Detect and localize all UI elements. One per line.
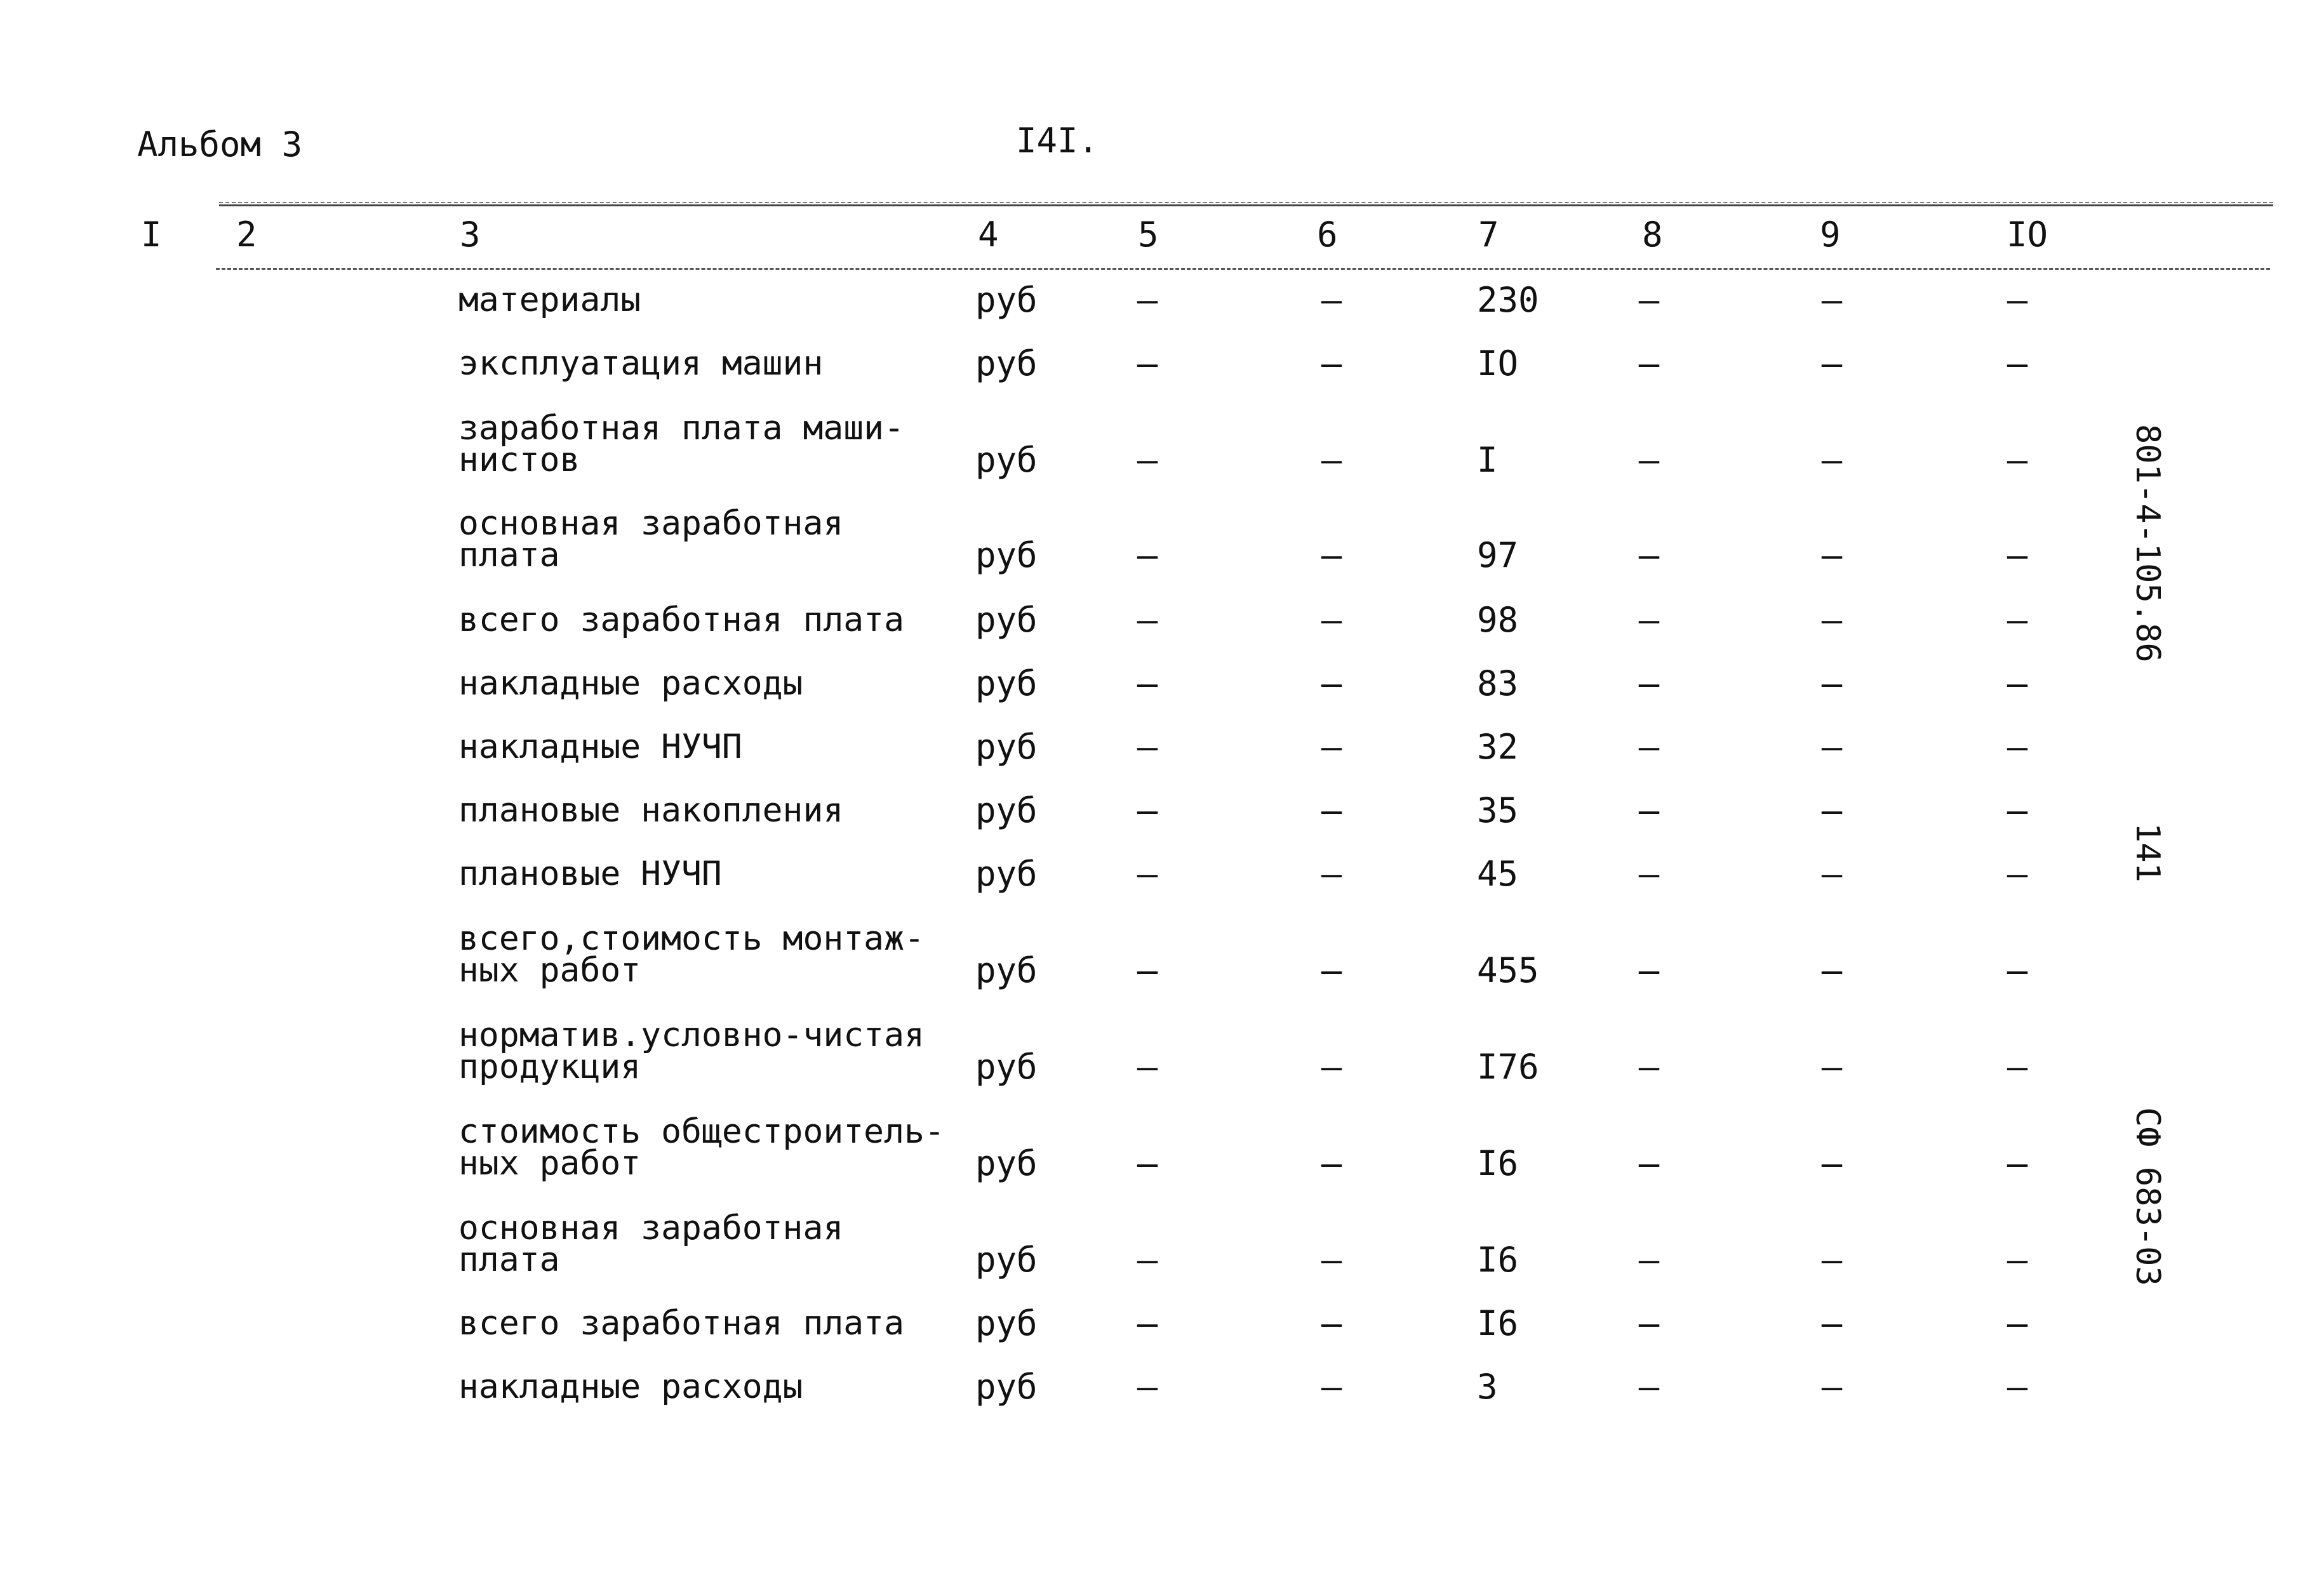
- row-col5: –: [1137, 535, 1158, 575]
- row-col8: –: [1638, 343, 1660, 383]
- row-col8: –: [1638, 600, 1660, 640]
- row-col10: –: [2007, 1047, 2028, 1087]
- margin-stamp-series: СФ 683-03: [2128, 1107, 2167, 1286]
- row-unit: руб: [975, 1143, 1038, 1183]
- row-col6: –: [1321, 1303, 1342, 1343]
- row-col7-value: 35: [1477, 790, 1519, 830]
- column-number-5: 5: [1138, 215, 1159, 255]
- row-col6: –: [1321, 440, 1342, 480]
- row-col10: –: [2007, 1303, 2028, 1343]
- row-col7-value: IO: [1477, 343, 1519, 383]
- row-description: накладные расходы: [458, 1367, 803, 1406]
- row-col7-value: 3: [1477, 1367, 1498, 1407]
- row-col9: –: [1821, 1367, 1843, 1407]
- row-col9: –: [1821, 343, 1843, 383]
- row-unit: руб: [975, 663, 1038, 703]
- row-unit: руб: [975, 854, 1038, 894]
- column-number-2: 2: [236, 215, 257, 255]
- row-description: всего заработная плата: [458, 601, 904, 639]
- row-col8: –: [1638, 854, 1660, 894]
- row-description: накладные НУЧП: [458, 728, 742, 766]
- row-col6: –: [1321, 343, 1342, 383]
- row-col5: –: [1137, 663, 1158, 703]
- row-col10: –: [2007, 854, 2028, 894]
- album-label: Альбом 3: [137, 124, 303, 164]
- row-col7-value: 83: [1477, 663, 1519, 703]
- row-col9: –: [1821, 663, 1843, 703]
- row-unit: руб: [975, 727, 1038, 767]
- row-col9: –: [1821, 950, 1843, 990]
- row-col8: –: [1638, 663, 1660, 703]
- row-col7-value: 32: [1477, 727, 1519, 767]
- row-unit: руб: [975, 950, 1038, 990]
- row-col6: –: [1321, 600, 1342, 640]
- row-description: эксплуатация машин: [458, 344, 824, 383]
- column-number-10: IO: [2007, 215, 2048, 255]
- row-description: плановые накопления: [458, 791, 844, 830]
- row-col5: –: [1137, 950, 1158, 990]
- row-col9: –: [1821, 1047, 1843, 1087]
- row-col10: –: [2007, 663, 2028, 703]
- column-number-9: 9: [1820, 215, 1841, 255]
- row-col8: –: [1638, 1143, 1660, 1183]
- row-col10: –: [2007, 790, 2028, 830]
- row-col10: –: [2007, 535, 2028, 575]
- row-unit: руб: [975, 1303, 1038, 1343]
- row-col9: –: [1821, 1303, 1843, 1343]
- row-col8: –: [1638, 1047, 1660, 1087]
- column-number-6: 6: [1317, 215, 1338, 255]
- row-col6: –: [1321, 790, 1342, 830]
- row-col10: –: [2007, 440, 2028, 480]
- row-col6: –: [1321, 280, 1342, 320]
- row-col7-value: 230: [1477, 280, 1539, 320]
- header-rule-bottom: [216, 268, 2270, 270]
- row-unit: руб: [975, 1240, 1038, 1280]
- row-col5: –: [1137, 790, 1158, 830]
- row-col5: –: [1137, 1047, 1158, 1087]
- column-number-7: 7: [1478, 215, 1499, 255]
- row-col5: –: [1137, 1367, 1158, 1407]
- row-col5: –: [1137, 1303, 1158, 1343]
- row-col7-value: I6: [1477, 1240, 1519, 1280]
- row-col5: –: [1137, 727, 1158, 767]
- row-unit: руб: [975, 1047, 1038, 1087]
- row-col9: –: [1821, 600, 1843, 640]
- row-col7-value: I6: [1477, 1143, 1519, 1183]
- row-col8: –: [1638, 950, 1660, 990]
- row-col9: –: [1821, 1240, 1843, 1280]
- row-description: основная заработная плата: [458, 504, 844, 575]
- row-col10: –: [2007, 1367, 2028, 1407]
- row-col6: –: [1321, 727, 1342, 767]
- row-unit: руб: [975, 1367, 1038, 1407]
- row-col5: –: [1137, 343, 1158, 383]
- row-col7-value: 455: [1477, 950, 1539, 990]
- row-unit: руб: [975, 280, 1038, 320]
- row-col10: –: [2007, 600, 2028, 640]
- margin-stamp-doc-code: 801-4-105.86: [2128, 424, 2167, 663]
- column-number-4: 4: [978, 215, 999, 255]
- row-col9: –: [1821, 280, 1843, 320]
- column-number-1: I: [141, 215, 162, 255]
- row-col10: –: [2007, 280, 2028, 320]
- row-col8: –: [1638, 280, 1660, 320]
- row-description: всего заработная плата: [458, 1304, 904, 1343]
- row-col8: –: [1638, 1367, 1660, 1407]
- row-col5: –: [1137, 280, 1158, 320]
- row-col5: –: [1137, 440, 1158, 480]
- row-col7-value: I: [1477, 440, 1498, 480]
- row-col7-value: I76: [1477, 1047, 1539, 1087]
- header-rule-dashed: [219, 202, 2273, 203]
- row-description: основная заработная плата: [458, 1209, 844, 1279]
- row-col6: –: [1321, 1047, 1342, 1087]
- row-col8: –: [1638, 440, 1660, 480]
- row-col5: –: [1137, 1240, 1158, 1280]
- column-number-3: 3: [460, 215, 481, 255]
- row-col9: –: [1821, 790, 1843, 830]
- row-col10: –: [2007, 950, 2028, 990]
- row-col10: –: [2007, 343, 2028, 383]
- row-unit: руб: [975, 790, 1038, 830]
- row-col8: –: [1638, 727, 1660, 767]
- row-col9: –: [1821, 727, 1843, 767]
- row-col6: –: [1321, 1367, 1342, 1407]
- row-col9: –: [1821, 854, 1843, 894]
- row-col8: –: [1638, 1240, 1660, 1280]
- row-unit: руб: [975, 600, 1038, 640]
- row-unit: руб: [975, 343, 1038, 383]
- row-col10: –: [2007, 1143, 2028, 1183]
- row-col5: –: [1137, 1143, 1158, 1183]
- row-col9: –: [1821, 440, 1843, 480]
- row-col8: –: [1638, 1303, 1660, 1343]
- row-unit: руб: [975, 535, 1038, 575]
- page-number: I4I.: [1016, 121, 1099, 161]
- row-col5: –: [1137, 854, 1158, 894]
- row-col5: –: [1137, 600, 1158, 640]
- row-unit: руб: [975, 440, 1038, 480]
- margin-stamp-sheet: 141: [2128, 823, 2167, 882]
- row-description: плановые НУЧП: [458, 854, 722, 893]
- row-col8: –: [1638, 535, 1660, 575]
- row-col8: –: [1638, 790, 1660, 830]
- row-col7-value: I6: [1477, 1303, 1519, 1343]
- row-col7-value: 45: [1477, 854, 1519, 894]
- row-col6: –: [1321, 950, 1342, 990]
- row-description: материалы: [458, 281, 641, 319]
- row-col9: –: [1821, 535, 1843, 575]
- row-col7-value: 98: [1477, 600, 1519, 640]
- row-col10: –: [2007, 1240, 2028, 1280]
- row-col7-value: 97: [1477, 535, 1519, 575]
- row-col6: –: [1321, 663, 1342, 703]
- row-col6: –: [1321, 1143, 1342, 1183]
- row-description: норматив.условно-чистая продукция: [458, 1016, 925, 1086]
- row-col6: –: [1321, 535, 1342, 575]
- row-description: всего,стоимость монтаж- ных работ: [458, 919, 925, 990]
- header-rule-top: [219, 204, 2273, 206]
- row-description: накладные расходы: [458, 664, 803, 703]
- row-description: стоимость общестроитель- ных работ: [458, 1112, 945, 1183]
- row-col6: –: [1321, 854, 1342, 894]
- row-col6: –: [1321, 1240, 1342, 1280]
- column-number-8: 8: [1642, 215, 1663, 255]
- row-col9: –: [1821, 1143, 1843, 1183]
- row-description: заработная плата маши- нистов: [458, 409, 904, 479]
- row-col10: –: [2007, 727, 2028, 767]
